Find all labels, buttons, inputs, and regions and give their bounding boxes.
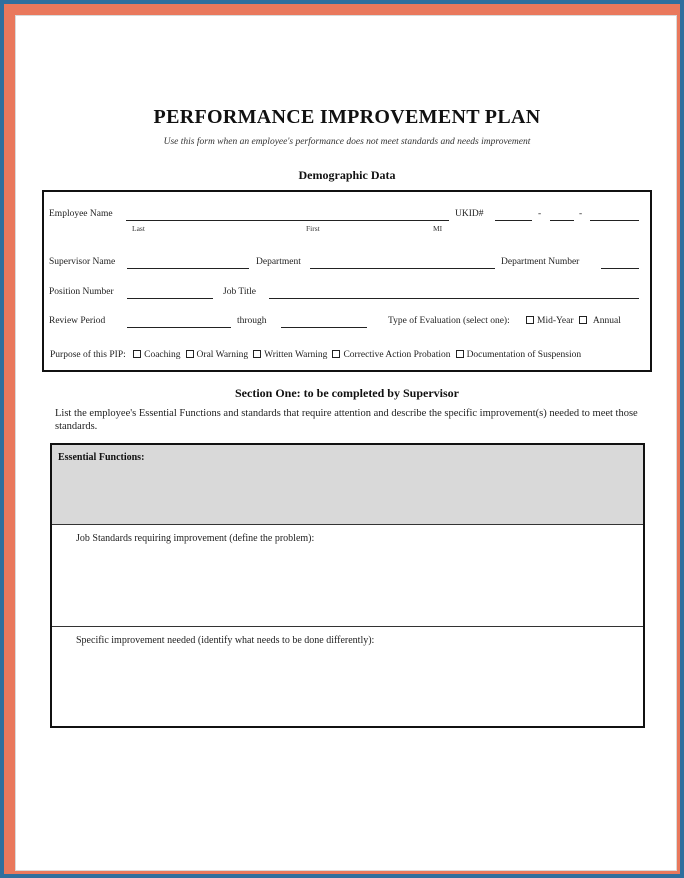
written-warning-option-label: Written Warning (264, 350, 328, 360)
supervisor-name-field[interactable] (127, 268, 249, 269)
mid-year-option-label: Mid-Year (537, 316, 574, 326)
purpose-label: Purpose of this PIP: (50, 350, 126, 360)
last-name-caption: Last (132, 224, 145, 233)
position-number-field[interactable] (127, 298, 213, 299)
department-number-field[interactable] (601, 268, 639, 269)
job-standards-label: Job Standards requiring improvement (define the problem): (76, 533, 315, 544)
ukid-field-3[interactable] (590, 220, 639, 221)
review-period-label: Review Period (49, 316, 106, 326)
section-one-heading: Section One: to be completed by Supervisor (235, 386, 459, 400)
supervisor-name-label: Supervisor Name (49, 257, 116, 267)
middle-initial-caption: MI (433, 224, 443, 233)
essential-functions-table (50, 443, 645, 728)
employee-name-field[interactable] (126, 220, 449, 221)
position-number-label: Position Number (49, 287, 114, 297)
demographic-heading: Demographic Data (298, 168, 396, 182)
essential-functions-label: Essential Functions: (58, 452, 145, 463)
demographic-data-box (42, 190, 652, 372)
ukid-field-2[interactable] (550, 220, 574, 221)
form-subtitle: Use this form when an employee's performance does not meet standards and needs improvement (163, 137, 531, 147)
corrective-action-probation-option-label: Corrective Action Probation (343, 350, 451, 360)
evaluation-type-label: Type of Evaluation (select one): (388, 316, 510, 326)
corrective-action-probation-checkbox[interactable] (332, 350, 340, 358)
form-page (15, 15, 677, 871)
ukid-separator-2: - (579, 209, 583, 219)
job-title-label: Job Title (223, 287, 257, 297)
first-name-caption: First (306, 224, 320, 233)
written-warning-checkbox[interactable] (253, 350, 261, 358)
job-title-field[interactable] (269, 298, 639, 299)
oral-warning-checkbox[interactable] (186, 350, 194, 358)
section-one-instructions: List the employee's Essential Functions and standards that require attention and describe the specific improvement(s) needed to meet those standards. (55, 408, 638, 432)
annual-checkbox[interactable] (579, 316, 587, 324)
page-frame (4, 4, 680, 874)
department-number-label: Department Number (501, 257, 580, 267)
form-title: PERFORMANCE IMPROVEMENT PLAN (153, 106, 541, 128)
ukid-field-1[interactable] (495, 220, 532, 221)
oral-warning-option-label: Oral Warning (196, 350, 249, 360)
department-label: Department (256, 257, 301, 267)
annual-option-label: Annual (592, 316, 621, 326)
purpose-row (50, 350, 581, 360)
essential-functions-row[interactable] (52, 445, 643, 525)
ukid-separator-1: - (538, 209, 542, 219)
review-period-start-field[interactable] (127, 327, 231, 328)
specific-improvement-label: Specific improvement needed (identify what needs to be done differently): (76, 635, 375, 646)
employee-name-label: Employee Name (49, 209, 113, 219)
coaching-checkbox[interactable] (133, 350, 141, 358)
documentation-of-suspension-checkbox[interactable] (456, 350, 464, 358)
specific-improvement-row[interactable] (52, 627, 643, 726)
coaching-option-label: Coaching (144, 350, 181, 360)
job-standards-row[interactable] (52, 525, 643, 627)
ukid-label: UKID# (455, 209, 484, 219)
through-label: through (237, 316, 267, 326)
review-period-end-field[interactable] (281, 327, 367, 328)
department-field[interactable] (310, 268, 495, 269)
documentation-of-suspension-option-label: Documentation of Suspension (466, 350, 582, 360)
evaluation-options (526, 316, 621, 326)
mid-year-checkbox[interactable] (526, 316, 534, 324)
